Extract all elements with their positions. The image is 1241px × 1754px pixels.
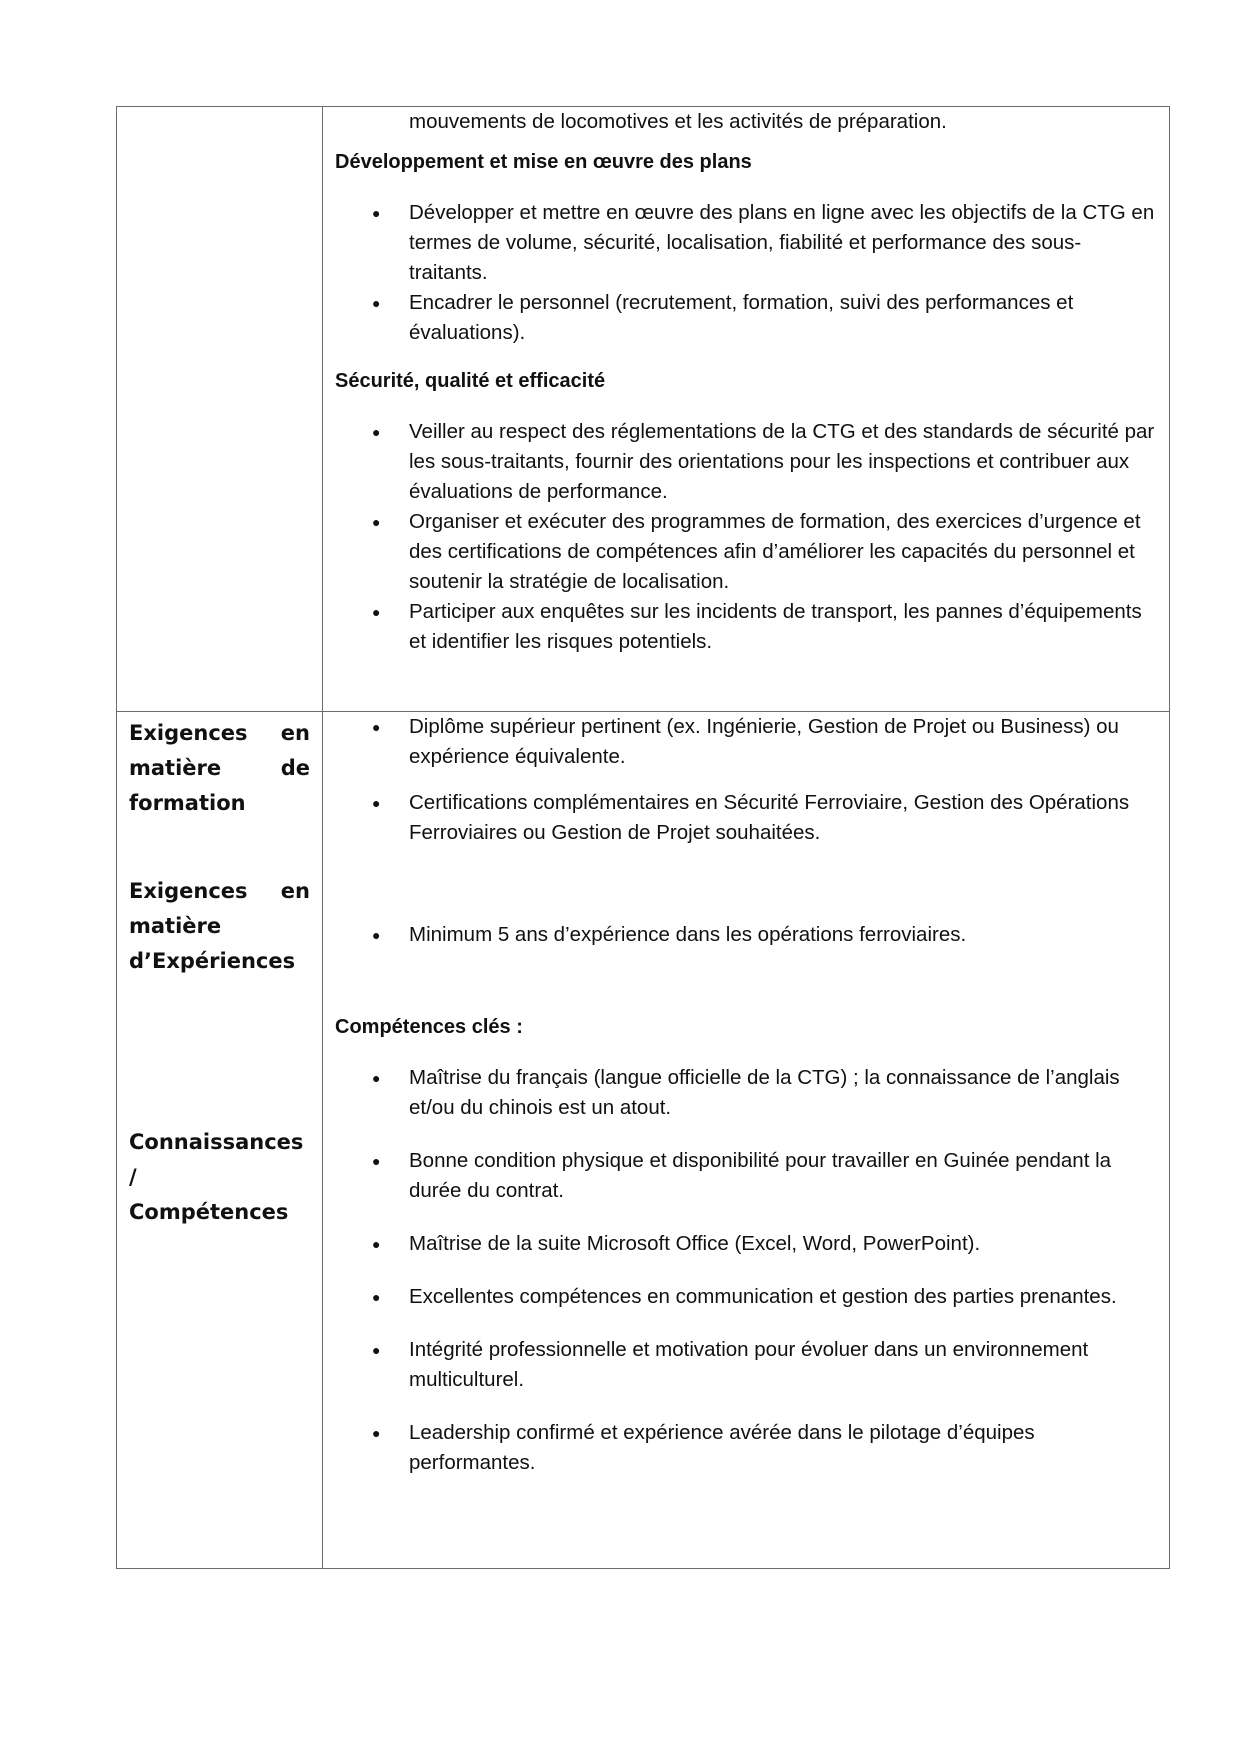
section-title-plans: Développement et mise en œuvre des plans xyxy=(335,151,752,173)
continued-text: mouvements de locomotives et les activités de préparation. xyxy=(409,110,947,133)
requirements-content-cell xyxy=(323,712,1169,1568)
list-item: ● Participer aux enquêtes sur les incidents de transport, les pannes d’équipements et identifier les risques potentiels. xyxy=(335,597,1157,657)
table-row-requirements xyxy=(117,711,1169,1568)
responsibilities-cell xyxy=(323,107,1169,711)
list-item: ● Maîtrise de la suite Microsoft Office (Excel, Word, PowerPoint). xyxy=(335,1229,1157,1259)
plans-list xyxy=(335,198,1157,348)
job-description-table xyxy=(116,106,1170,1569)
table-row-responsibilities xyxy=(117,107,1169,711)
list-item: ● Intégrité professionnelle et motivation pour évoluer dans un environnement multiculturel. xyxy=(335,1335,1157,1395)
label-competences: Connaissances / Compétences xyxy=(129,1130,304,1224)
list-item: ● Organiser et exécuter des programmes de formation, des exercices d’urgence et des certifications de compétences afin d’améliorer les capacités du personnel et soutenir la stratégie de localisation. xyxy=(335,507,1157,597)
list-item: ● Veiller au respect des réglementations de la CTG et des standards de sécurité par les sous-traitants, fournir des orientations pour les inspections et contribuer aux évaluations de performance. xyxy=(335,417,1157,507)
securite-list xyxy=(335,417,1157,657)
list-item: ● Encadrer le personnel (recrutement, formation, suivi des performances et évaluations). xyxy=(335,288,1157,348)
experience-list xyxy=(335,920,1157,950)
list-item: ● Bonne condition physique et disponibilité pour travailler en Guinée pendant la durée du contrat. xyxy=(335,1146,1157,1206)
competences-list xyxy=(335,1063,1157,1478)
list-item: ● Maîtrise du français (langue officielle de la CTG) ; la connaissance de l’anglais et/ou du chinois est un atout. xyxy=(335,1063,1157,1123)
list-item: ● Certifications complémentaires en Sécurité Ferroviaire, Gestion des Opérations Ferroviaires ou Gestion de Projet souhaitées. xyxy=(335,788,1157,848)
requirements-labels-cell xyxy=(117,712,323,1568)
list-item: ● Leadership confirmé et expérience avérée dans le pilotage d’équipes performantes. xyxy=(335,1418,1157,1478)
list-item: ● Excellentes compétences en communication et gestion des parties prenantes. xyxy=(335,1282,1157,1312)
left-cell-empty xyxy=(117,107,323,711)
list-item: ● Minimum 5 ans d’expérience dans les opérations ferroviaires. xyxy=(335,920,1157,950)
list-item: ● Développer et mettre en œuvre des plans en ligne avec les objectifs de la CTG en termes de volume, sécurité, localisation, fiabilité et performance des sous-traitants. xyxy=(335,198,1157,288)
label-formation: Exigences en matière de formation xyxy=(129,721,310,815)
label-experience: Exigences en matière d’Expériences xyxy=(129,879,310,973)
list-item: ● Diplôme supérieur pertinent (ex. Ingénierie, Gestion de Projet ou Business) ou expérience équivalente. xyxy=(335,712,1157,772)
formation-list xyxy=(335,712,1157,848)
section-title-securite: Sécurité, qualité et efficacité xyxy=(335,370,606,392)
competences-title: Compétences clés : xyxy=(335,1016,523,1038)
